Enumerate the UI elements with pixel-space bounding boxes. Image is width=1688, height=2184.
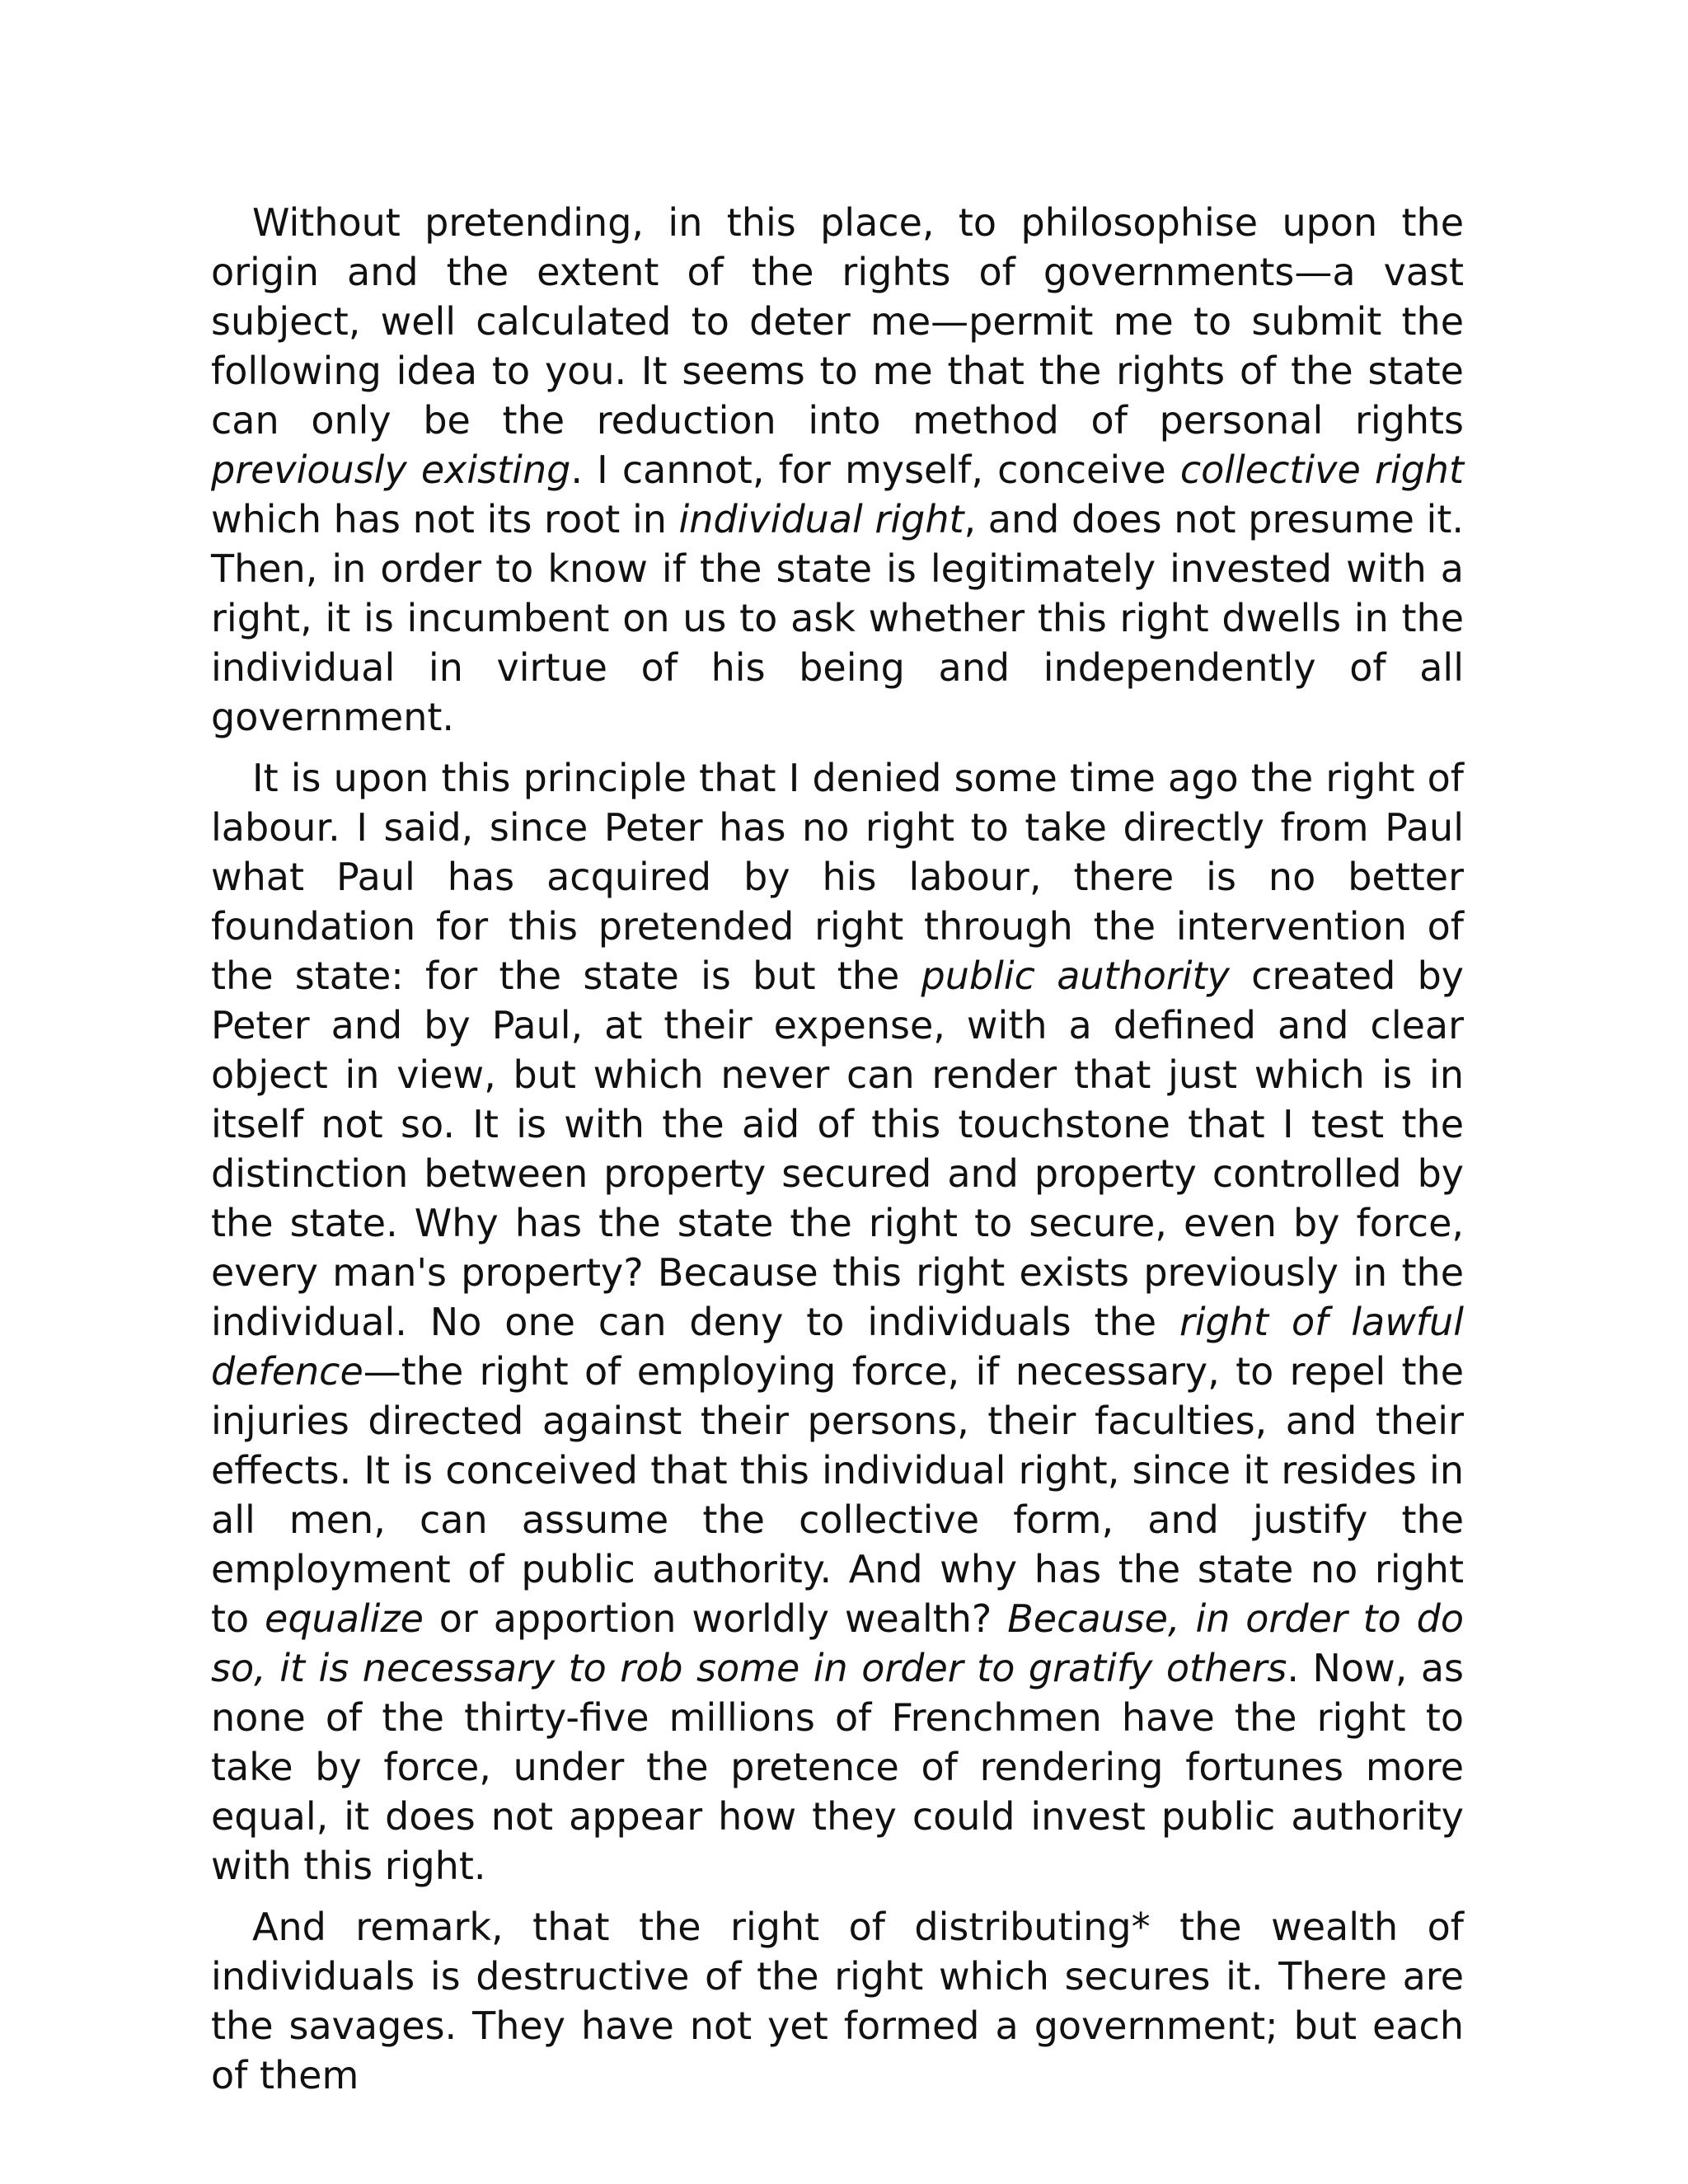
paragraph-3	[211, 1902, 1464, 2100]
paragraph-2	[211, 753, 1464, 1891]
text-run: created by Peter and by Paul, at their expense, with a defined and clear object in view, but which never can render that just which is in itself not so. It is with the aid of this touchstone that I test the distinction between property secured and property controlled by the state. Why has the state the right to secure, even by force, every man's property? Because this right exists previously in the individual. No one can deny to individuals the	[211, 954, 1464, 1344]
italic-run: individual right	[678, 497, 964, 541]
italic-run: right of lawful defence	[211, 1300, 1464, 1394]
text-run: . Now, as none of the thirty-five millions of Frenchmen have the right to take by force, under the pretence of rendering fortunes more equal, it does not appear how they could invest public authority with this right.	[211, 1646, 1464, 1888]
italic-run: public authority	[921, 954, 1230, 998]
text-run: . I cannot, for myself, conceive	[570, 448, 1180, 492]
paragraph-1	[211, 198, 1464, 742]
text-run: which has not its root in	[211, 497, 679, 541]
text-run: —the right of employing force, if necessary, to repel the injuries directed against their persons, their faculties, and their effects. It is conceived that this individual right, since it resides in all men, can assume the collective form, and justify the employment of public authority. And why has the state no right to	[211, 1349, 1464, 1641]
text-run: or apportion worldly wealth?	[423, 1596, 1008, 1641]
italic-run: equalize	[265, 1596, 424, 1641]
italic-run: previously existing	[211, 448, 571, 492]
text-run: It is upon this principle that I denied some time ago the right of labour. I said, since Peter has no right to take directly from Paul what Paul has acquired by his labour, there is no better foundation for this pretended right through the intervention of the state: for the state is but the	[211, 756, 1464, 998]
book-page	[211, 198, 1464, 2111]
italic-run: collective right	[1179, 448, 1465, 492]
text-run: Without pretending, in this place, to philosophise upon the origin and the extent of the rights of governments—a vast subject, well calculated to deter me—permit me to submit the following idea to you. It seems to me that the rights of the state can only be the reduction into method of personal rights	[211, 200, 1464, 443]
italic-run: Because, in order to do so, it is necessary to rob some in order to gratify others	[211, 1596, 1464, 1690]
text-run: And remark, that the right of distributing* the wealth of individuals is destructive of the right which secures it. There are the savages. They have not yet formed a government; but each of them	[211, 1905, 1464, 2097]
text-run: , and does not presume it. Then, in order to know if the state is legitimately invested with a right, it is incumbent on us to ask whether this right dwells in the individual in virtue of his being and independently of all government.	[211, 497, 1464, 739]
